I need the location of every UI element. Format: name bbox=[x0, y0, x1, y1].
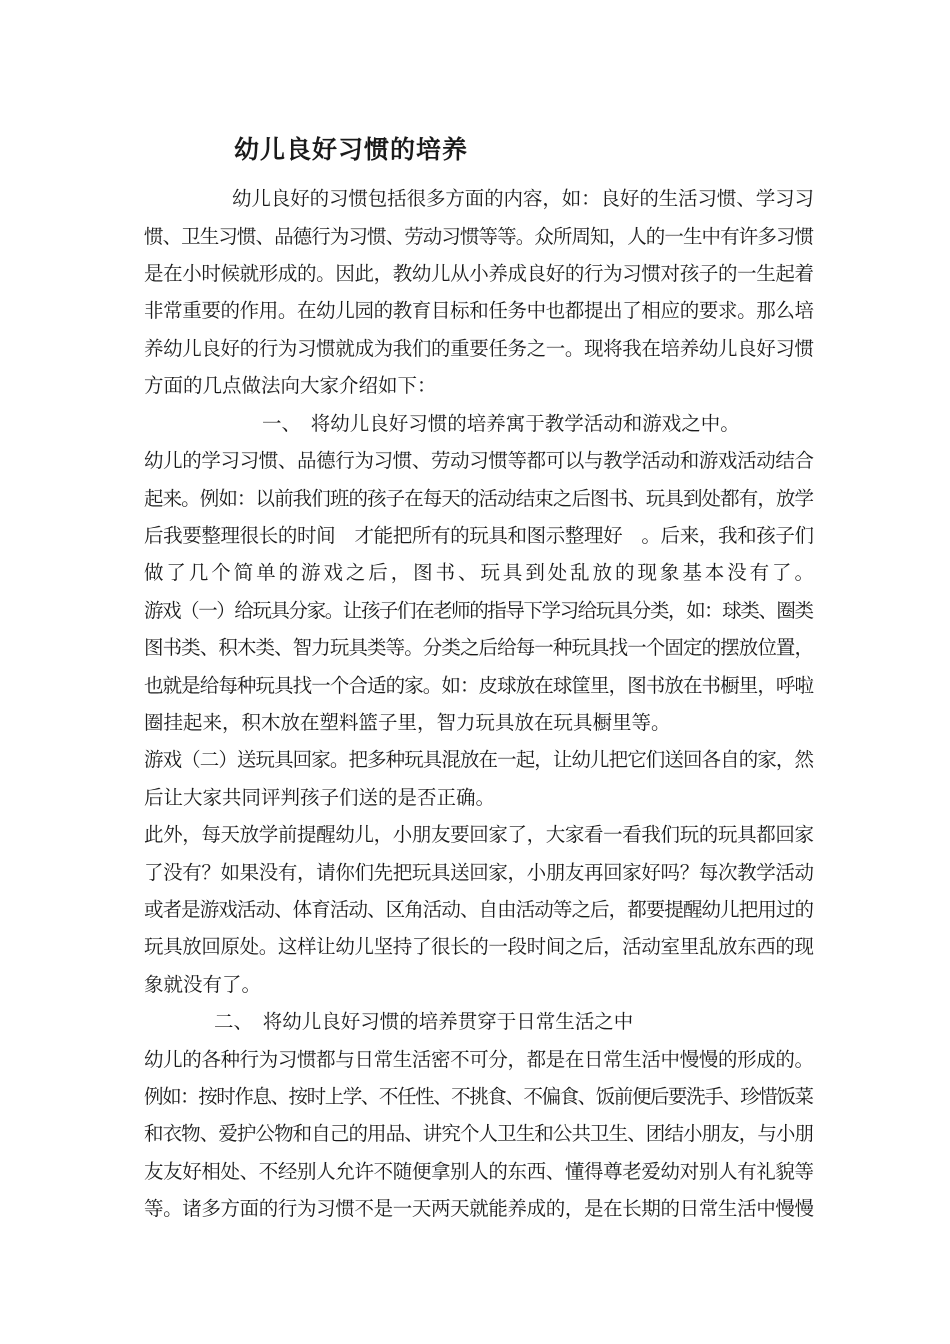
paragraph-line: 了没有？如果没有，请你们先把玩具送回家，小朋友再回家好吗？每次教学活动 bbox=[144, 861, 814, 884]
document-title: 幼儿良好习惯的培养 bbox=[234, 135, 469, 164]
paragraph-line: 起来。例如：以前我们班的孩子在每天的活动结束之后图书、玩具到处都有，放学 bbox=[144, 487, 814, 510]
paragraph-line: 此外，每天放学前提醒幼儿，小朋友要回家了，大家看一看我们玩的玩具都回家 bbox=[144, 823, 814, 846]
paragraph-line: 和衣物、爱护公物和自己的用品、讲究个人卫生和公共卫生、团结小朋友，与小朋 bbox=[144, 1122, 814, 1145]
paragraph-line: 是在小时候就形成的。因此，教幼儿从小养成良好的行为习惯对孩子的一生起着 bbox=[144, 262, 814, 285]
paragraph-line: 等。诸多方面的行为习惯不是一天两天就能养成的，是在长期的日常生活中慢慢 bbox=[144, 1197, 814, 1220]
paragraph-line: 方面的几点做法向大家介绍如下： bbox=[144, 374, 437, 397]
paragraph-line: 养幼儿良好的行为习惯就成为我们的重要任务之一。现将我在培养幼儿良好习惯 bbox=[144, 337, 814, 360]
paragraph-line: 非常重要的作用。在幼儿园的教育目标和任务中也都提出了相应的要求。那么培 bbox=[144, 299, 814, 322]
paragraph-line: 幼儿的各种行为习惯都与日常生活密不可分，都是在日常生活中慢慢的形成的。 bbox=[144, 1048, 814, 1071]
paragraph-line: 幼儿良好的习惯包括很多方面的内容，如：良好的生活习惯、学习习 bbox=[232, 187, 814, 210]
paragraph-line: 幼儿的学习习惯、品德行为习惯、劳动习惯等都可以与教学活动和游戏活动结合 bbox=[144, 449, 814, 472]
paragraph-line: 图书类、积木类、智力玩具类等。分类之后给每一种玩具找一个固定的摆放位置， bbox=[144, 636, 814, 659]
paragraph-line: 游戏（一）给玩具分家。让孩子们在老师的指导下学习给玩具分类，如：球类、圈类 bbox=[144, 599, 813, 622]
section-heading-1: 一、 将幼儿良好习惯的培养寓于教学活动和游戏之中。 bbox=[262, 412, 740, 435]
paragraph-line: 友友好相处、不经别人允许不随便拿别人的东西、懂得尊老爱幼对别人有礼貌等 bbox=[144, 1160, 814, 1183]
paragraph-line: 圈挂起来，积木放在塑料篮子里，智力玩具放在玩具橱里等。 bbox=[144, 711, 671, 734]
paragraph-line: 象就没有了。 bbox=[144, 973, 262, 996]
paragraph-line: 后我要整理很长的时间 才能把所有的玩具和图示整理好 。后来，我和孩子们 bbox=[144, 524, 814, 547]
paragraph-line: 做了几个简单的游戏之后，图书、玩具到处乱放的现象基本没有了。 bbox=[144, 561, 817, 584]
paragraph-line: 也就是给每种玩具找一个合适的家。如：皮球放在球筐里，图书放在书橱里，呼啦 bbox=[144, 674, 814, 697]
paragraph-line: 惯、卫生习惯、品德行为习惯、劳动习惯等等。众所周知，人的一生中有许多习惯 bbox=[144, 225, 814, 248]
paragraph-line: 或者是游戏活动、体育活动、区角活动、自由活动等之后，都要提醒幼儿把用过的 bbox=[144, 898, 814, 921]
paragraph-line: 后让大家共同评判孩子们送的是否正确。 bbox=[144, 786, 496, 809]
paragraph-line: 游戏（二）送玩具回家。把多种玩具混放在一起，让幼儿把它们送回各自的家，然 bbox=[144, 748, 814, 771]
section-heading-2: 二、 将幼儿良好习惯的培养贯穿于日常生活之中 bbox=[214, 1010, 634, 1033]
paragraph-line: 例如：按时作息、按时上学、不任性、不挑食、不偏食、饭前便后要洗手、珍惜饭菜 bbox=[144, 1085, 813, 1108]
paragraph-line: 玩具放回原处。这样让幼儿坚持了很长的一段时间之后，活动室里乱放东西的现 bbox=[144, 935, 814, 958]
